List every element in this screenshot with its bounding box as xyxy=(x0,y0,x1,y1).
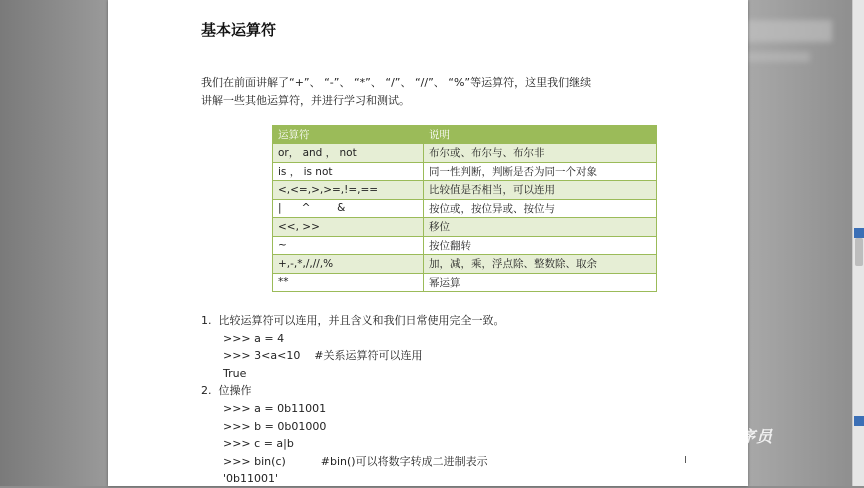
code-line: >>> a = 0b11001 xyxy=(223,401,327,415)
code-line: True xyxy=(223,366,247,380)
description-cell: 同一性判断，判断是否为同一个对象 xyxy=(424,162,657,181)
table-row xyxy=(273,255,657,274)
table-row xyxy=(273,236,657,255)
operator-cell: | ^ & xyxy=(273,199,424,218)
code-line: >>> a = 4 xyxy=(223,331,285,345)
header-operator: 运算符 xyxy=(273,126,424,144)
operator-cell: ** xyxy=(273,273,424,292)
scroll-marker xyxy=(854,228,864,238)
code-line: >>> b = 0b01000 xyxy=(223,419,327,433)
header-description: 说明 xyxy=(424,126,657,144)
desktop-left-margin xyxy=(0,0,108,486)
table-row xyxy=(273,162,657,181)
operator-cell: <,<=,>,>=,!=,== xyxy=(273,181,424,200)
intro-line-1: 我们在前面讲解了“+”、 “-”、 “*”、 “/”、 “//”、 “%”等运算符，这里我们继续 xyxy=(201,76,592,89)
code-line: >>> c = a|b xyxy=(223,437,294,451)
description-cell: 按位或，按位异或、按位与 xyxy=(424,199,657,218)
operators-table xyxy=(272,125,657,292)
page-title: 基本运算符 xyxy=(201,21,277,39)
table-row xyxy=(273,218,657,237)
description-cell: 移位 xyxy=(424,218,657,237)
document-page xyxy=(108,0,748,486)
scroll-marker xyxy=(854,416,864,426)
desktop-right-margin xyxy=(748,0,852,486)
intro-line-2: 讲解一些其他运算符，并进行学习和测试。 xyxy=(201,94,410,107)
list-item-1: 1. 比较运算符可以连用，并且含义和我们日常使用完全一致。 xyxy=(201,314,505,327)
scroll-thumb[interactable] xyxy=(855,238,863,266)
description-cell: 按位翻转 xyxy=(424,236,657,255)
intro-paragraph xyxy=(201,74,681,110)
table-row xyxy=(273,181,657,200)
text-cursor-icon: I xyxy=(684,455,687,466)
operator-cell: +,-,*,/,//,% xyxy=(273,255,424,274)
list-item-2: 2. 位操作 xyxy=(201,384,252,398)
examples-list xyxy=(201,312,505,488)
blurred-text xyxy=(740,52,810,62)
table-header-row xyxy=(273,126,657,144)
operator-cell: or， and ， not xyxy=(273,144,424,163)
code-line: '0b11001' xyxy=(223,472,279,486)
description-cell: 比较值是否相当，可以连用 xyxy=(424,181,657,200)
operator-cell: is ， is not xyxy=(273,162,424,181)
table-row xyxy=(273,144,657,163)
operator-cell: ~ xyxy=(273,236,424,255)
description-cell: 布尔或、布尔与、布尔非 xyxy=(424,144,657,163)
table-row xyxy=(273,273,657,292)
watermark-logo: 尚学堂·百战程序员 xyxy=(630,427,774,446)
operator-cell: <<, >> xyxy=(273,218,424,237)
table-row xyxy=(273,199,657,218)
description-cell: 加，减，乘，浮点除、整数除、取余 xyxy=(424,255,657,274)
code-line: >>> 3<a<10 #关系运算符可以连用 xyxy=(223,349,423,363)
code-line: >>> bin(c) #bin()可以将数字转成二进制表示 xyxy=(223,454,488,468)
vertical-scrollbar[interactable] xyxy=(852,0,864,486)
description-cell: 幂运算 xyxy=(424,273,657,292)
